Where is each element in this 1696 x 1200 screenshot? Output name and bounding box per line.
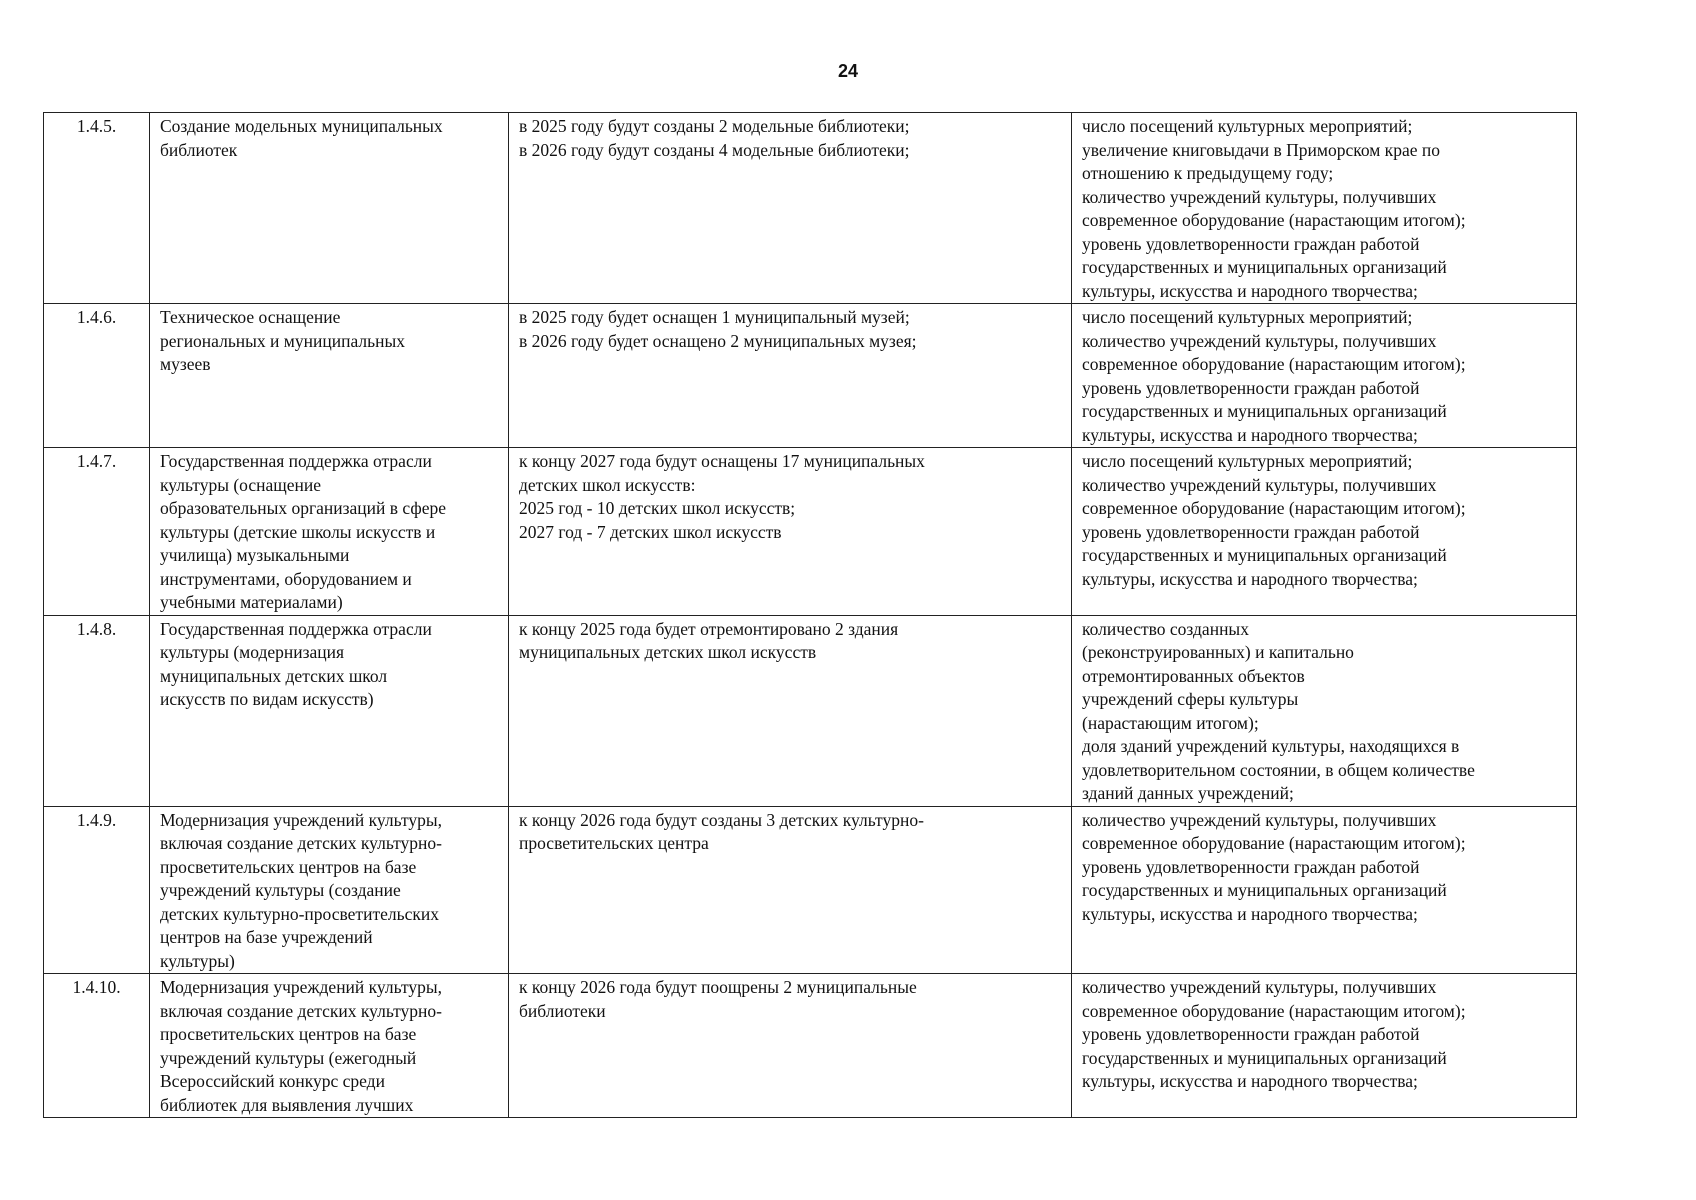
table-row xyxy=(44,448,1577,616)
row-number-cell: 1.4.8. xyxy=(44,615,150,806)
indicator-cell: количество учреждений культуры, получивших современное оборудование (нарастающим итогом); уровень удовлетворенности граждан работой государственных и муниципальных организаций культуры, искусства и народного творчества; xyxy=(1072,806,1577,974)
indicator-cell: количество созданных (реконструированных) и капитально отремонтированных объектов учреждений сферы культуры (нарастающим итогом); доля зданий учреждений культуры, находящихся в удовлетворительном состоянии, в общем количестве зданий данных учреждений; xyxy=(1072,615,1577,806)
measure-name-cell: Создание модельных муниципальных библиотек xyxy=(150,113,509,304)
measure-name-cell: Государственная поддержка отрасли культуры (модернизация муниципальных детских школ искусств по видам искусств) xyxy=(150,615,509,806)
expected-result-cell: к концу 2027 года будут оснащены 17 муниципальных детских школ искусств: 2025 год - 10 детских школ искусств; 2027 год - 7 детских школ искусств xyxy=(509,448,1072,616)
expected-result-cell: к концу 2026 года будут поощрены 2 муниципальные библиотеки xyxy=(509,974,1072,1118)
table-row xyxy=(44,304,1577,448)
measure-name-cell: Государственная поддержка отрасли культуры (оснащение образовательных организаций в сфере культуры (детские школы искусств и училища) музыкальными инструментами, оборудованием и учебными материалами) xyxy=(150,448,509,616)
expected-result-cell: в 2025 году будут созданы 2 модельные библиотеки; в 2026 году будут созданы 4 модельные библиотеки; xyxy=(509,113,1072,304)
expected-result-cell: к концу 2026 года будут созданы 3 детских культурно- просветительских центра xyxy=(509,806,1072,974)
row-number-cell: 1.4.9. xyxy=(44,806,150,974)
expected-result-cell: в 2025 году будет оснащен 1 муниципальный музей; в 2026 году будет оснащено 2 муниципальных музея; xyxy=(509,304,1072,448)
table-row xyxy=(44,806,1577,974)
row-number-cell: 1.4.6. xyxy=(44,304,150,448)
measure-name-cell: Модернизация учреждений культуры, включая создание детских культурно- просветительских центров на базе учреждений культуры (ежегодный Всероссийский конкурс среди библиотек для выявления лучших xyxy=(150,974,509,1118)
indicator-cell: количество учреждений культуры, получивших современное оборудование (нарастающим итогом); уровень удовлетворенности граждан работой государственных и муниципальных организаций культуры, искусства и народного творчества; xyxy=(1072,974,1577,1118)
indicator-cell: число посещений культурных мероприятий; увеличение книговыдачи в Приморском крае по отношению к предыдущему году; количество учреждений культуры, получивших современное оборудование (нарастающим итогом); уровень удовлетворенности граждан работой государственных и муниципальных организаций культуры, искусства и народного творчества; xyxy=(1072,113,1577,304)
expected-result-cell: к концу 2025 года будет отремонтировано 2 здания муниципальных детских школ искусств xyxy=(509,615,1072,806)
page-number: 24 xyxy=(837,61,859,81)
row-number-cell: 1.4.10. xyxy=(44,974,150,1118)
table-row xyxy=(44,615,1577,806)
measure-name-cell: Модернизация учреждений культуры, включая создание детских культурно- просветительских центров на базе учреждений культуры (создание детских культурно-просветительских центров на базе учреждений культуры) xyxy=(150,806,509,974)
row-number-cell: 1.4.5. xyxy=(44,113,150,304)
row-number-cell: 1.4.7. xyxy=(44,448,150,616)
table-row xyxy=(44,974,1577,1118)
table-row xyxy=(44,113,1577,304)
indicator-cell: число посещений культурных мероприятий; количество учреждений культуры, получивших современное оборудование (нарастающим итогом); уровень удовлетворенности граждан работой государственных и муниципальных организаций культуры, искусства и народного творчества; xyxy=(1072,304,1577,448)
measure-name-cell: Техническое оснащение региональных и муниципальных музеев xyxy=(150,304,509,448)
indicator-cell: число посещений культурных мероприятий; количество учреждений культуры, получивших современное оборудование (нарастающим итогом); уровень удовлетворенности граждан работой государственных и муниципальных организаций культуры, искусства и народного творчества; xyxy=(1072,448,1577,616)
measures-table xyxy=(43,112,1577,1118)
